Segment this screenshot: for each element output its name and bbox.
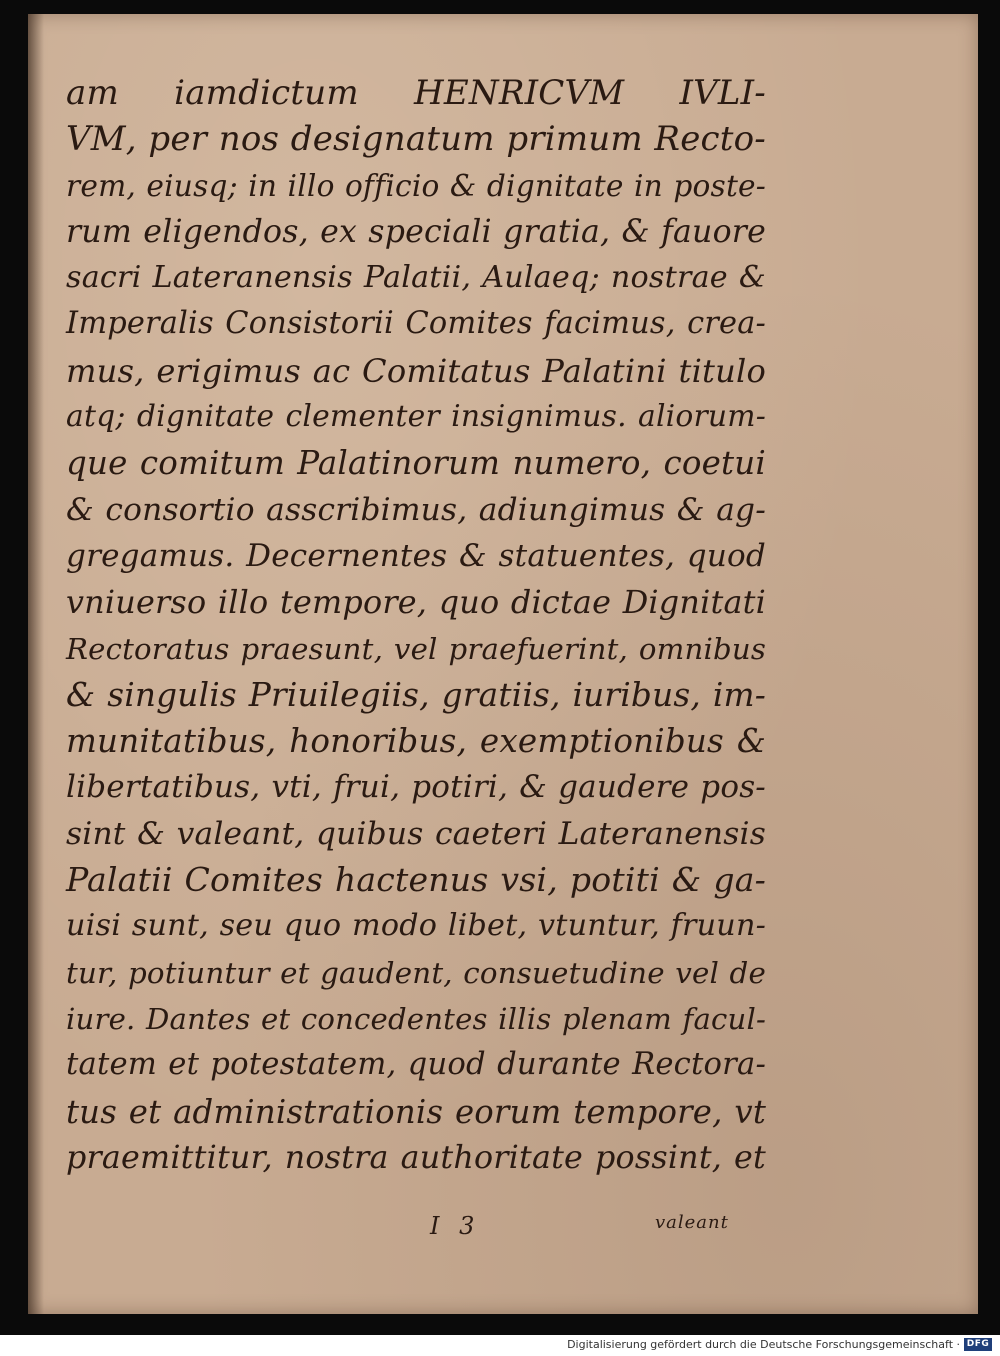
- text-line: vniuerso illo tempore, quo dictae Dignitati: [66, 583, 766, 622]
- text-line: rum eligendos, ex speciali gratia, & fauore: [66, 213, 766, 250]
- text-line: mus, erigimus ac Comitatus Palatini titulo: [66, 351, 766, 390]
- text-line: atq; dignitate clementer insignimus. aliorum-: [66, 399, 766, 435]
- text-line: VM, per nos designatum primum Recto-: [66, 119, 766, 160]
- text-line: tatem et potestatem, quod durante Rectora-: [66, 1047, 766, 1083]
- text-line: am iamdictum HENRICVM IVLI-: [66, 73, 766, 113]
- text-line: uisi sunt, seu quo modo libet, vtuntur, fruun-: [66, 908, 766, 944]
- catchword: valeant: [655, 1212, 729, 1233]
- text-line: munitatibus, honoribus, exemptionibus &: [66, 722, 766, 761]
- binding-shadow: [28, 14, 44, 1314]
- text-line: praemittitur, nostra authoritate possint, et: [66, 1139, 766, 1176]
- text-line: libertatibus, vti, frui, potiri, & gaudere pos-: [66, 769, 766, 806]
- text-line: que comitum Palatinorum numero, coetui: [66, 444, 766, 483]
- dfg-logo-icon: DFG: [964, 1338, 992, 1351]
- signature-mark: I 3: [430, 1212, 481, 1240]
- text-line: gregamus. Decernentes & statuentes, quod: [66, 537, 766, 574]
- text-line: sacri Lateranensis Palatii, Aulaeq; nostrae &: [66, 260, 766, 296]
- text-line: iure. Dantes et concedentes illis plenam facul-: [66, 1001, 766, 1036]
- text-line: & consortio asscribimus, adiungimus & ag-: [66, 491, 766, 528]
- text-line: Rectoratus praesunt, vel praefuerint, omnibus: [66, 631, 766, 666]
- text-line: Palatii Comites hactenus vsi, potiti & ga-: [66, 860, 766, 900]
- footer-bar: [0, 1335, 1000, 1356]
- funding-credit: Digitalisierung gefördert durch die Deutsche Forschungsgemeinschaft ·: [567, 1338, 960, 1351]
- text-line: Imperalis Consistorii Comites facimus, crea-: [66, 306, 766, 342]
- text-line: tus et administrationis eorum tempore, vt: [66, 1092, 766, 1131]
- document-text-block: [66, 70, 766, 1181]
- text-line: tur, potiuntur et gaudent, consuetudine vel de: [66, 955, 766, 990]
- text-line: sint & valeant, quibus caeteri Lateranensis: [66, 815, 766, 852]
- text-line: & singulis Priuilegiis, gratiis, iuribus, im-: [66, 675, 766, 714]
- text-line: rem, eiusq; in illo officio & dignitate in poste-: [66, 167, 766, 203]
